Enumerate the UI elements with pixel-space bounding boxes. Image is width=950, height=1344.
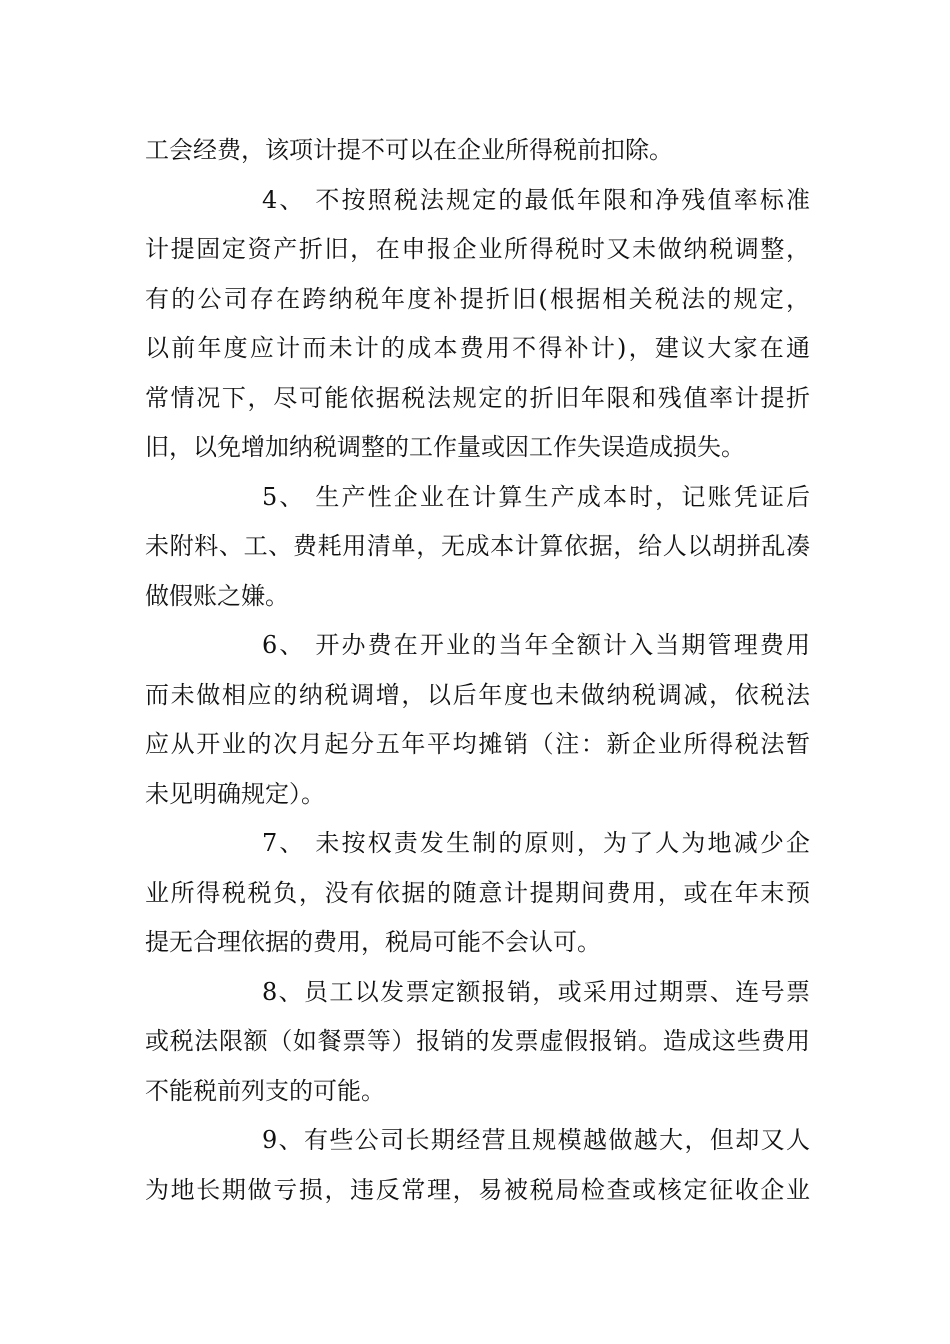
text-line: 做假账之嫌。 <box>145 581 289 610</box>
text-line: 应从开业的次月起分五年平均摊销（注：新企业所得税法暂 <box>145 730 810 758</box>
text-line: 不能税前列支的可能。 <box>145 1076 385 1105</box>
text-line: 7、 未按权责发生制的原则，为了人为地减少企 <box>262 829 810 857</box>
text-line: 为地长期做亏损，违反常理，易被税局检查或核定征收企业 <box>145 1175 810 1204</box>
text-line: 9、有些公司长期经营且规模越做越大，但却又人 <box>262 1126 810 1154</box>
paragraph-9 <box>145 1116 810 1215</box>
text-line: 未附料、工、费耗用清单，无成本计算依据，给人以胡拼乱凑 <box>145 532 810 560</box>
paragraph-5 <box>145 473 810 622</box>
text-line: 而未做相应的纳税调增，以后年度也未做纳税调减，依税法 <box>145 680 810 709</box>
paragraph-4 <box>145 176 810 473</box>
text-line: 工会经费，该项计提不可以在企业所得税前扣除。 <box>145 136 673 164</box>
text-line: 旧，以免增加纳税调整的工作量或因工作失误造成损失。 <box>145 433 745 461</box>
text-line: 有的公司存在跨纳税年度补提折旧(根据相关税法的规定， <box>145 284 810 313</box>
paragraph-7 <box>145 819 810 968</box>
text-line: 8、员工以发票定额报销，或采用过期票、连号票 <box>262 977 810 1006</box>
text-line: 未见明确规定）。 <box>145 779 325 808</box>
text-line: 计提固定资产折旧，在申报企业所得税时又未做纳税调整， <box>145 235 810 263</box>
text-line: 业所得税税负，没有依据的随意计提期间费用，或在年末预 <box>145 878 810 907</box>
text-line: 6、 开办费在开业的当年全额计入当期管理费用 <box>262 631 810 659</box>
text-line: 5、 生产性企业在计算生产成本时，记账凭证后 <box>262 482 810 511</box>
text-line: 4、 不按照税法规定的最低年限和净残值率标准 <box>262 185 810 214</box>
document-body <box>145 126 810 1215</box>
paragraph-8 <box>145 968 810 1117</box>
text-line: 或税法限额（如餐票等）报销的发票虚假报销。造成这些费用 <box>145 1027 810 1055</box>
text-line: 提无合理依据的费用，税局可能不会认可。 <box>145 928 601 956</box>
paragraph-6 <box>145 621 810 819</box>
paragraph-3-continuation <box>145 126 810 176</box>
text-line: 以前年度应计而未计的成本费用不得补计)，建议大家在通 <box>145 334 810 362</box>
text-line: 常情况下，尽可能依据税法规定的折旧年限和残值率计提折 <box>145 383 810 412</box>
